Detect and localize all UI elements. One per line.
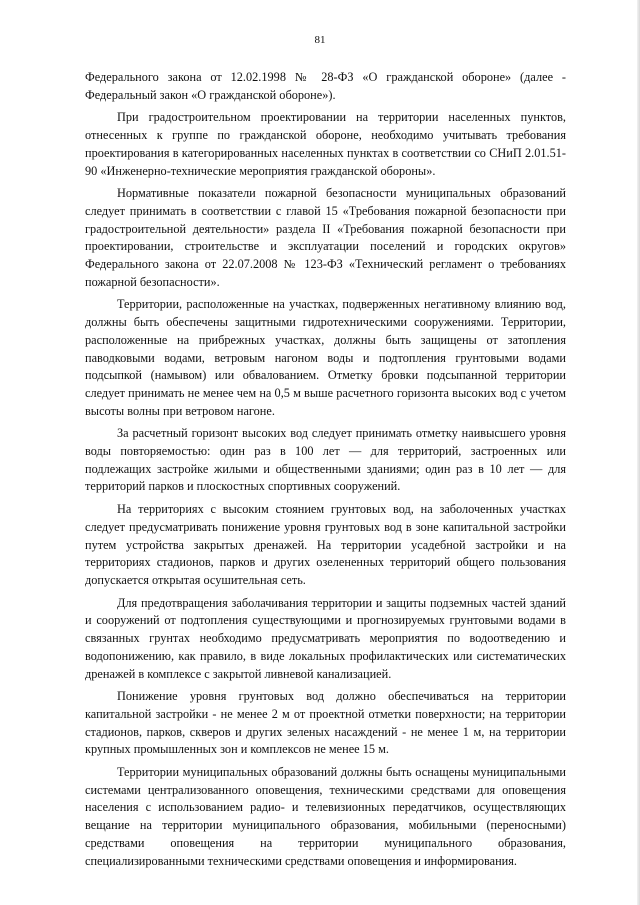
paragraph-groundwater-drainage: На территориях с высоким стоянием грунтовых вод, на заболоченных участках следует предусматривать понижение уровня грунтовых вод в зоне капитальной застройки путем устройства закрытых дренажей. На территории усадебной застройки и на территориях стадионов, парков и других озелененных территорий общего пользования допускается открытая осушительная сеть. (85, 502, 566, 587)
paragraph-high-water-horizon: За расчетный горизонт высоких вод следует принимать отметку наивысшего уровня воды повторяемостью: один раз в 100 лет — для территорий, застроенных или подлежащих застройке жилыми и общественными зданиями; один раз в 10 лет — для территорий парков и плоскостных спортивных сооружений. (85, 426, 566, 494)
paragraph-flood-protection: Территории, расположенные на участках, подверженных негативному влиянию вод, должны быть обеспечены защитными гидротехническими сооружениями. Территории, расположенные на прибрежных участках, должны быть защищены от затопления паводковыми водами, ветровым нагоном воды и подтопления грунтовыми водами подсыпкой (намывом) или обвалованием. Отметку бровки подсыпанной территории следует принимать не менее чем на 0,5 м выше расчетного горизонта высоких вод с учетом высоты волны при ветровом нагоне. (85, 297, 566, 418)
paragraph-waterlogging-prevention: Для предотвращения заболачивания территории и защиты подземных частей зданий и сооружений от подтопления существующими и прогнозируемых грунтовыми водами в связанных грунтах необходимо предусматривать мероприятия по водоотведению и водопонижению, как правило, в виде локальных профилактических или систематических дренажей в комплексе с закрытой ливневой канализацией. (85, 595, 566, 681)
paragraph-public-alert-systems: Территории муниципальных образований должны быть оснащены муниципальными системами централизованного оповещения, техническими средствами для оповещения населения с использованием радио- и телевизионных передатчиков, осуществляющих вещание на территории муниципального образования, мобильными (переносными) средствами оповещения на территории муниципального образования, специализированными техническими средствами оповещения и информирования. (85, 765, 566, 868)
paragraph-continuation: Федерального закона от 12.02.1998 № 28-ФЗ «О гражданской обороне» (далее - Федеральный закон «О гражданской обороне»). (85, 70, 566, 102)
page-number: 81 (314, 34, 326, 46)
paragraph-groundwater-lowering: Понижение уровня грунтовых вод должно обеспечиваться на территории капитальной застройки - не менее 2 м от проектной отметки поверхности; на территории стадионов, парков, скверов и других зеленых насаждений - не менее 1 м, на территории крупных промышленных зон и комплексов не менее 15 м. (85, 689, 566, 757)
document-body (85, 69, 566, 875)
paragraph-fire-safety: Нормативные показатели пожарной безопасности муниципальных образований следует принимать в соответствии с главой 15 «Требования пожарной безопасности при градостроительной деятельности» раздела II «Требования пожарной безопасности при проектировании, строительстве и эксплуатации поселений и городских округов» Федерального закона от 22.07.2008 № 123-ФЗ «Технический регламент о требованиях пожарной безопасности». (85, 186, 566, 289)
paragraph-civil-defense-planning: При градостроительном проектировании на территории населенных пунктов, отнесенных к группе по гражданской обороне, необходимо учитывать требования проектирования в категорированных населенных пунктах в соответствии со СНиП 2.01.51-90 «Инженерно-технические мероприятия гражданской обороны». (85, 110, 566, 178)
